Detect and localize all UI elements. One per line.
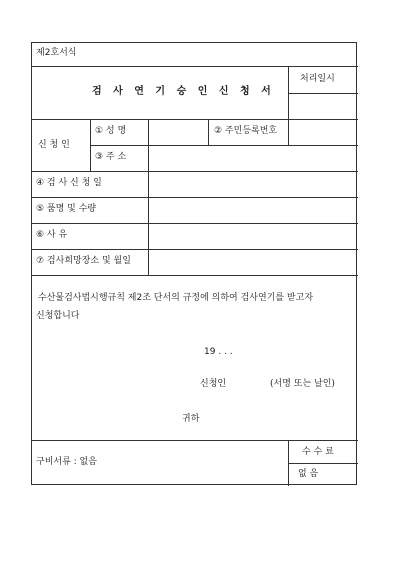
- rule-top-header: [32, 66, 358, 67]
- addressee: 귀하: [182, 414, 200, 424]
- attachments-note: 구비서류 : 없음: [36, 457, 97, 467]
- rule-processing-split: [288, 93, 358, 94]
- applicant-signature-label: 신청인: [200, 379, 227, 389]
- rule-body-bottom: [32, 440, 358, 441]
- rule-row6-bottom: [32, 249, 358, 250]
- statement-line-2: 신청합니다: [36, 311, 80, 321]
- name-label: ① 성 명: [95, 126, 127, 136]
- desired-place-date-label: ⑦ 검사희망장소 및 월일: [36, 256, 131, 266]
- rule-name-value-right: [208, 119, 209, 145]
- signature-note: (서명 또는 날인): [270, 379, 335, 389]
- rrn-label: ② 주민등록번호: [214, 126, 278, 136]
- rule-row5-bottom: [32, 223, 358, 224]
- rule-row7-bottom: [32, 275, 358, 276]
- rule-processing-left: [288, 66, 289, 119]
- rule-applicant-bottom: [32, 171, 358, 172]
- rule-label-column-right: [148, 119, 149, 275]
- address-label: ③ 주 소: [95, 152, 127, 162]
- rule-fee-left: [288, 440, 289, 486]
- inspection-date-label: ④ 검 사 신 청 일: [36, 178, 102, 188]
- item-quantity-label: ⑤ 품명 및 수량: [36, 204, 97, 214]
- date-line: 19 . . .: [204, 347, 233, 357]
- applicant-section-label: 신 청 인: [38, 140, 70, 150]
- form-number: 제2호서식: [36, 48, 77, 58]
- application-form: [31, 42, 357, 485]
- processing-date-label: 처리일시: [300, 74, 335, 84]
- statement-line-1: 수산물검사법시행규칙 제2조 단서의 규정에 의하여 검사연기를 받고자: [38, 293, 314, 303]
- fee-label: 수 수 료: [302, 447, 334, 457]
- rule-applicant-label-right: [90, 119, 91, 171]
- fee-value: 없 음: [298, 469, 319, 479]
- rule-applicant-mid: [90, 145, 358, 146]
- rule-row4-bottom: [32, 197, 358, 198]
- reason-label: ⑥ 사 유: [36, 230, 68, 240]
- rule-rrn-label-right: [288, 119, 289, 145]
- form-title: 검 사 연 기 승 인 신 청 서: [92, 86, 275, 97]
- rule-fee-split: [288, 463, 358, 464]
- rule-title-bottom: [32, 119, 358, 120]
